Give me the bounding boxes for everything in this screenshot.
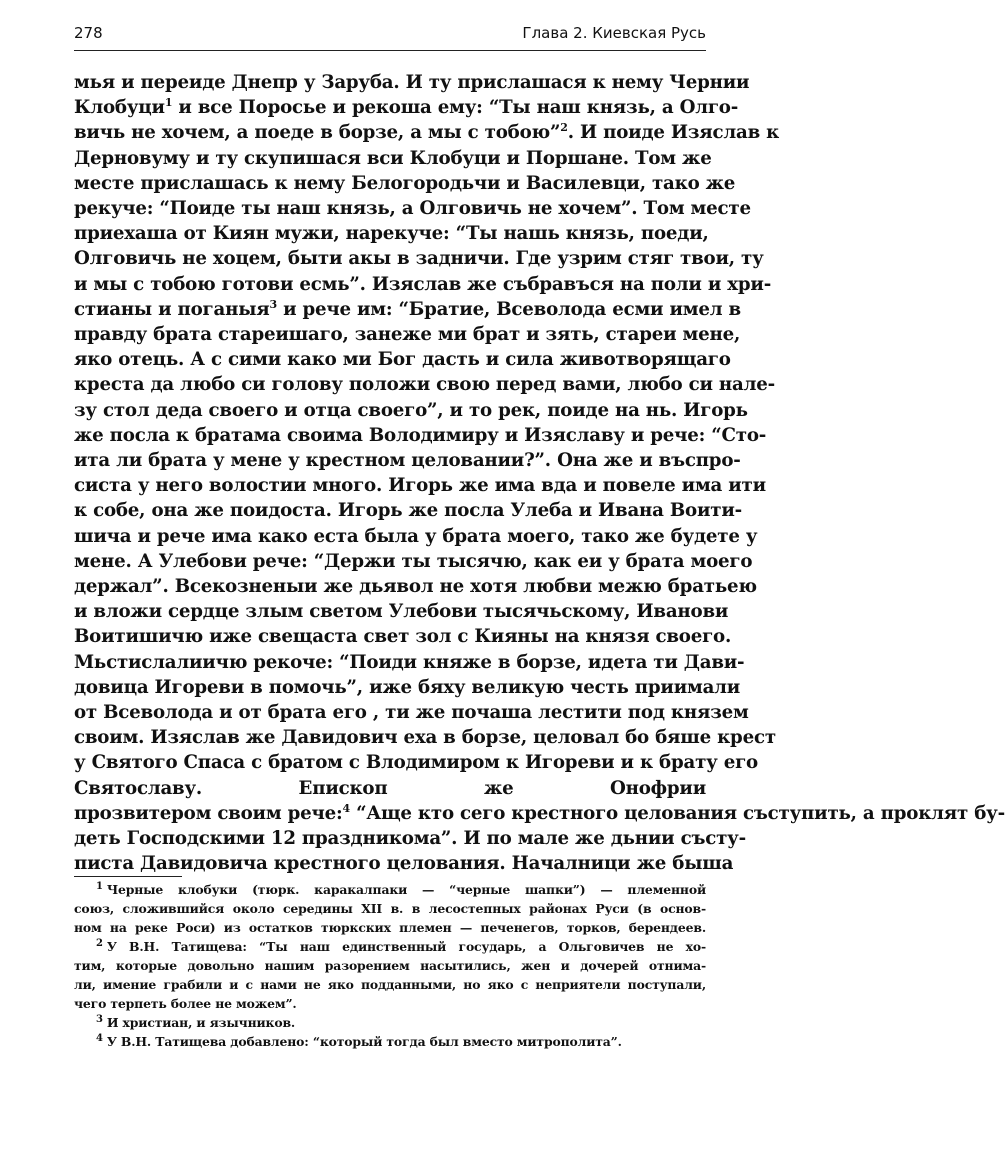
text-line: рекуче: “Поиде ты наш князь, а Олговичь не хочем”. Том месте <box>74 198 751 220</box>
footnote-line: союз, сложившийся около середины XII в. в лесостепных районах Руси (в основ- <box>74 901 706 916</box>
text-line: ита ли брата у мене у крестном целовании?”. Она же и въспро- <box>74 450 741 472</box>
text-line: Клобуци$^1$ и все Поросье и рекоша ему: “Ты наш князь, а Олго- <box>74 96 739 119</box>
text-line: систа у него волостии много. Игорь же има вда и повеле има ити <box>74 475 766 497</box>
main-text <box>74 70 1005 877</box>
text-line: Мьстислалиичю рекоче: “Поиди княже в борзе, идета ти Дави- <box>74 651 745 673</box>
text-line: Олговичь не хоцем, быти акы в задничи. Где узрим стяг твои, ту <box>74 248 764 270</box>
text-line: яко отець. А с сими како ми Бог дасть и сила животворящаго <box>74 349 731 371</box>
text-line: и мы с тобою готови есмь”. Изяслав же събравъся на поли и хри- <box>74 273 772 295</box>
footnotes <box>74 880 706 1051</box>
footnote-line: ном на реке Роси) из остатков тюркских племен — печенегов, торков, берендеев. <box>74 920 706 935</box>
text-line: правду брата стареишаго, занеже ми брат и зять, стареи мене, <box>74 324 741 346</box>
footnote-ref[interactable]: 3 <box>269 297 277 311</box>
text-line: довица Игореви в помочь”, иже бяху великую честь приимали <box>74 676 741 698</box>
footnote-line: $^3$ И христиан, и язычников. <box>96 1013 296 1030</box>
footnote-line: $^1$ Черные клобуки (тюрк. каракалпаки — “черные шапки”) — племенной <box>96 880 706 897</box>
footnote-ref[interactable]: 2 <box>560 121 568 135</box>
text-line: Дерновуму и ту скупишася вси Клобуци и Поршане. Том же <box>74 147 712 169</box>
text-line: стианы и поганыя$^3$ и рече им: “Братие, Всеволода есми имел в <box>74 297 741 320</box>
text-line: писта Давидовича крестного целования. Началници же быша <box>74 853 734 875</box>
footnote-marker: 4 <box>96 1032 103 1044</box>
text-line: Воитишичю иже свещаста свет зол с Кияны на князя своего. <box>74 626 732 648</box>
text-line: деть Господскими 12 праздникома”. И по мале же дьнии състу- <box>74 828 746 850</box>
text-line: Святославу. Епископ же Онофрии <box>74 777 706 799</box>
page-number: 278 <box>74 24 103 42</box>
footnote-divider <box>74 876 182 877</box>
text-line: от Всеволода и от брата его , ти же почаша лестити под князем <box>74 702 749 724</box>
text-line: шича и рече има како еста была у брата моего, тако же будете у <box>74 525 758 547</box>
text-line: мья и переиде Днепр у Заруба. И ту прислашася к нему Чернии <box>74 72 750 93</box>
text-line: приехаша от Киян мужи, нарекуче: “Ты нашь князь, поеди, <box>74 223 709 245</box>
text-line: зу стол деда своего и отца своего”, и то рек, поиде на нь. Игорь <box>74 399 748 421</box>
footnote-line: ли, имение грабили и с нами не яко подданными, но яко с неприятели поступали, <box>74 977 706 992</box>
running-head: Глава 2. Киевская Русь <box>522 24 706 42</box>
footnote-marker: 1 <box>96 880 103 892</box>
text-line: у Святого Спаса с братом с Влодимиром к Игореви и к брату его <box>74 752 758 774</box>
text-line: месте прислашась к нему Белогородьчи и Василевци, тако же <box>74 172 736 194</box>
page-header <box>74 18 706 51</box>
text-line: держал”. Всекозненыи же дьявол не хотя любви межю братьею <box>74 576 757 598</box>
text-line: мене. А Улебови рече: “Держи ты тысячю, как еи у брата моего <box>74 550 753 572</box>
footnote-line: тим, которые довольно нашим разорением насытились, жен и дочерей отнима- <box>74 958 706 973</box>
text-line: своим. Изяслав же Давидович еха в борзе, целовал бо бяше крест <box>74 727 776 749</box>
text-line: прозвитером своим рече:$^4$ “Аще кто сего крестного целования съступить, а проклят бу- <box>74 801 1005 824</box>
text-line: же посла к братама своима Володимиру и Изяславу и рече: “Сто- <box>74 424 767 446</box>
text-line: креста да любо си голову положи свою перед вами, любо си нале- <box>74 374 775 396</box>
footnote-line: чего терпеть более не можем”. <box>74 996 297 1011</box>
footnote-line: $^4$ У В.Н. Татищева добавлено: “который тогда был вместо митрополита”. <box>96 1032 622 1049</box>
footnote-line: $^2$ У В.Н. Татищева: “Ты наш единственный государь, а Ольговичев не хо- <box>96 937 706 954</box>
text-line: вичь не хочем, а поеде в борзе, а мы с тобою”$^2$. И поиде Изяслав к <box>74 121 780 144</box>
text-line: к собе, она же поидоста. Игорь же посла Улеба и Ивана Воити- <box>74 500 742 522</box>
footnote-ref[interactable]: 1 <box>164 96 173 110</box>
footnote-marker: 3 <box>96 1013 103 1025</box>
footnote-marker: 2 <box>96 937 103 949</box>
text-line: и вложи сердце злым светом Улебови тысячьскому, Иванови <box>74 601 729 623</box>
footnote-ref[interactable]: 4 <box>342 801 350 815</box>
